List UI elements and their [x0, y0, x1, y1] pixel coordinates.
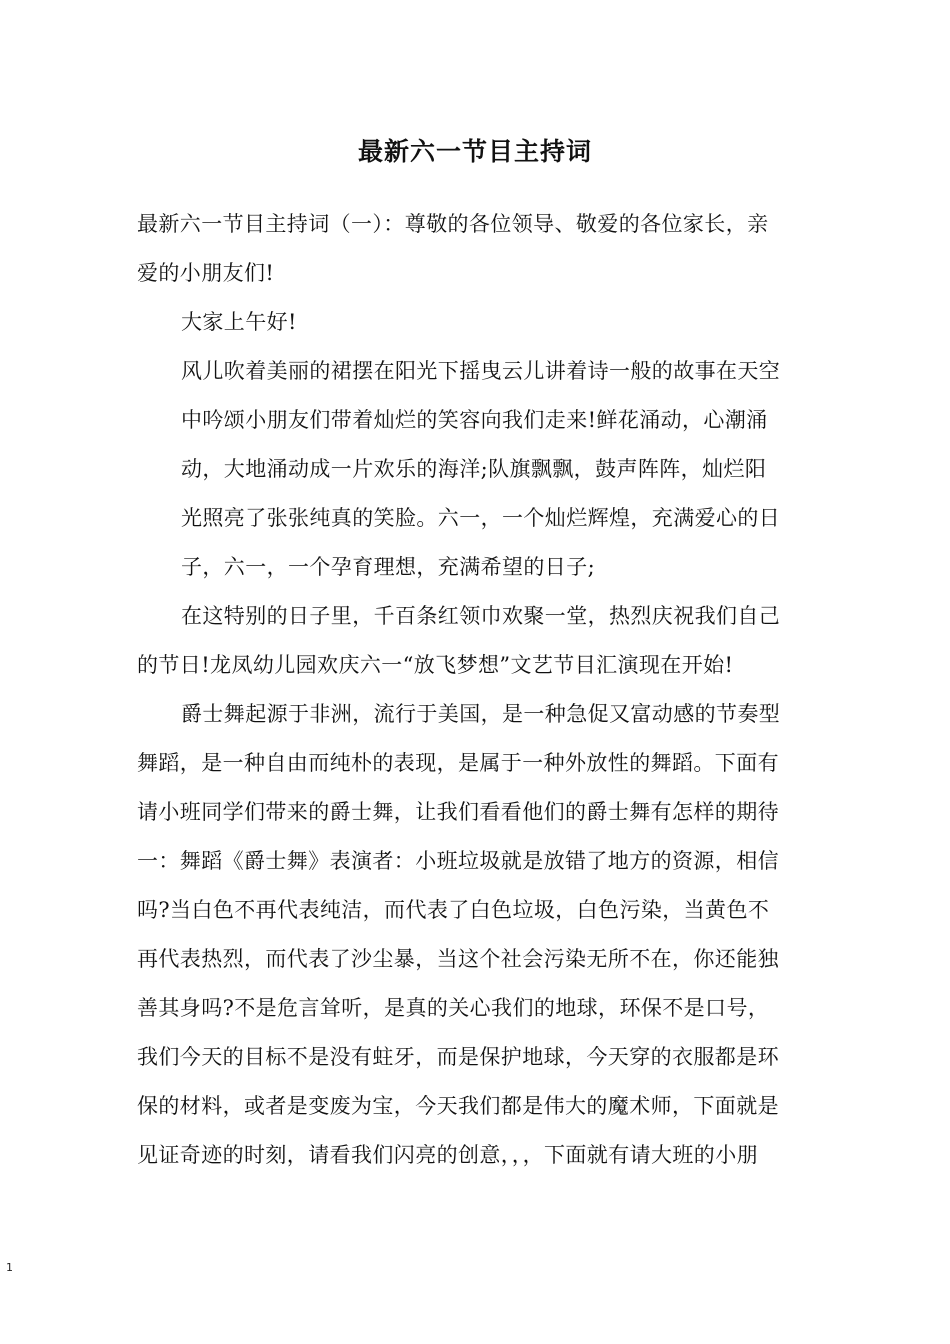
body-line: 中吟颂小朋友们带着灿烂的笑容向我们走来!鲜花涌动，心潮涌	[181, 408, 768, 432]
body-line: 的节日!龙凤幼儿园欢庆六一“放飞梦想”文艺节目汇演现在开始!	[137, 653, 734, 677]
body-line: 见证奇迹的时刻，请看我们闪亮的创意，，，下面就有请大班的小朋	[137, 1143, 758, 1167]
body-line: 吗?当白色不再代表纯洁，而代表了白色垃圾，白色污染，当黄色不	[137, 898, 770, 922]
body-line: 最新六一节目主持词（一）：尊敬的各位领导、敬爱的各位家长，亲	[137, 212, 769, 236]
body-line: 动，大地涌动成一片欢乐的海洋;队旗飘飘，鼓声阵阵，灿烂阳	[181, 457, 767, 481]
body-line: 请小班同学们带来的爵士舞，让我们看看他们的爵士舞有怎样的期待	[137, 800, 779, 824]
body-line: 风儿吹着美丽的裙摆在阳光下摇曳云儿讲着诗一般的故事在天空	[181, 359, 781, 383]
body-line: 爵士舞起源于非洲，流行于美国，是一种急促又富动感的节奏型	[181, 702, 781, 726]
body-line: 爱的小朋友们!	[137, 261, 275, 285]
body-line: 善其身吗?不是危言耸听，是真的关心我们的地球，环保不是口号，	[137, 996, 770, 1020]
body-line: 我们今天的目标不是没有蛀牙，而是保护地球，今天穿的衣服都是环	[137, 1045, 779, 1069]
body-line: 再代表热烈，而代表了沙尘暴，当这个社会污染无所不在，你还能独	[137, 947, 779, 971]
body-line: 大家上午好!	[181, 310, 297, 334]
document-body	[137, 200, 817, 1180]
page-number: 1	[6, 1261, 13, 1274]
body-line: 子，六一，一个孕育理想，充满希望的日子;	[181, 555, 596, 579]
body-line: 舞蹈，是一种自由而纯朴的表现，是属于一种外放性的舞蹈。下面有	[137, 751, 779, 775]
body-line: 在这特别的日子里，千百条红领巾欢聚一堂，热烈庆祝我们自己	[181, 604, 781, 628]
document-title: 最新六一节目主持词	[357, 137, 592, 166]
body-line: 光照亮了张张纯真的笑脸。六一，一个灿烂辉煌，充满爱心的日	[181, 506, 781, 530]
body-line: 保的材料，或者是变废为宝，今天我们都是伟大的魔术师，下面就是	[137, 1094, 779, 1118]
body-line: 一：舞蹈《爵士舞》表演者：小班垃圾就是放错了地方的资源，相信	[137, 849, 779, 873]
